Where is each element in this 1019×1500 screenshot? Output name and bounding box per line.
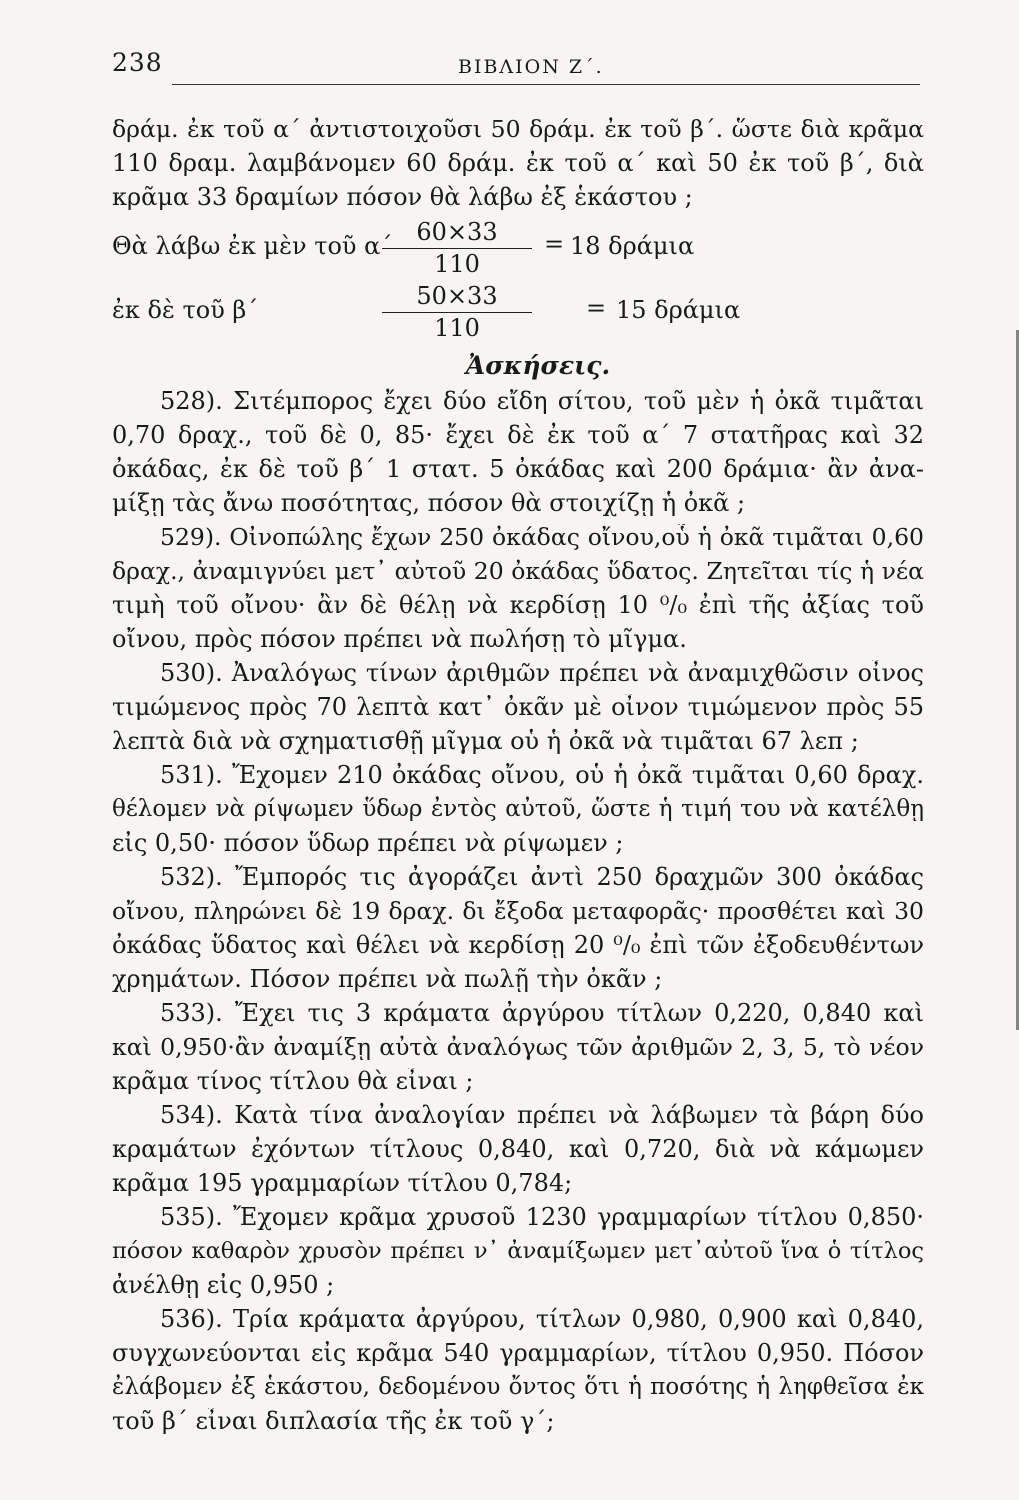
text-line: τιμὴ τοῦ οἴνου· ἂν δὲ θέλῃ νὰ κερδίσῃ 10 ⁰/₀ ἐπὶ τῆς ἀξίας τοῦ <box>112 592 924 619</box>
text-line: ἀνέλθῃ εἰς 0,950 ; <box>112 1272 335 1299</box>
text-line: 529). Οἰνοπώλης ἔχων 250 ὀκάδας οἴνου,οὗ ἡ ὀκᾶ τιμᾶται 0,60 <box>160 524 924 551</box>
exercise-529 <box>112 524 924 660</box>
text-line: δραχ., ἀναμιγνύει μετ᾽ αὐτοῦ 20 ὀκάδας ὕδατος. Ζητεῖται τίς ἡ νέα <box>112 558 924 585</box>
text-line: ὀκάδας, ἐκ δὲ τοῦ β΄ 1 στατ. 5 ὀκάδας καὶ 200 δράμια· ἂν ἀνα- <box>112 456 924 483</box>
text-line: 533). Ἔχει τις 3 κράματα ἀργύρου τίτλων 0,220, 0,840 καὶ <box>160 1000 924 1027</box>
equation-numerator: 60×33 <box>416 218 498 246</box>
text-line: συγχωνεύονται εἰς κρᾶμα 540 γραμμαρίων, τίτλου 0,950. Πόσον <box>112 1340 924 1367</box>
text-line: οἴνου, πρὸς πόσον πρέπει νὰ πωλήσῃ τὸ μῖγμα. <box>112 626 687 653</box>
exercise-532 <box>112 864 924 1000</box>
text-line: κρᾶμα 195 γραμμαρίων τίτλου 0,784; <box>112 1170 573 1197</box>
text-line: ἐλάβομεν ἐξ ἑκάστου, δεδομένου ὄντος ὅτι ἡ ποσότης ἡ ληφθεῖσα ἐκ <box>112 1374 924 1400</box>
equation-denominator: 110 <box>434 314 480 342</box>
exercise-535 <box>112 1204 924 1306</box>
text-line: κρᾶμα 33 δραμίων πόσον θὰ λάβω ἐξ ἑκάστου ; <box>112 184 693 211</box>
exercise-533 <box>112 1000 924 1102</box>
text-line: θέλομεν νὰ ρίψωμεν ὕδωρ ἐντὸς αὐτοῦ, ὥστε ἡ τιμή του νὰ κατέλθῃ <box>112 796 924 822</box>
page-body <box>112 116 924 1442</box>
exercise-528 <box>112 388 924 524</box>
text-line: ὀκάδας ὕδατος καὶ θέλει νὰ κερδίσῃ 20 ⁰/₀ ἐπὶ τῶν ἐξοδευθέντων <box>112 932 924 959</box>
equals-sign: = <box>586 294 607 322</box>
page-header <box>112 48 920 88</box>
equation-denominator: 110 <box>434 250 480 278</box>
text-line: 532). Ἔμπορός τις ἀγοράζει ἀντὶ 250 δραχμῶν 300 ὀκάδας <box>160 864 924 891</box>
intro-text <box>112 116 924 218</box>
text-line: δράμ. ἐκ τοῦ α΄ ἀντιστοιχοῦσι 50 δράμ. ἐκ τοῦ β΄. ὥστε διὰ κρᾶμα <box>112 116 924 143</box>
text-line: μίξῃ τὰς ἄνω ποσότητας, πόσον θὰ στοιχίζῃ ἡ ὀκᾶ ; <box>112 490 746 517</box>
fraction-bar <box>382 248 532 249</box>
text-line: τοῦ β΄ εἶναι διπλασία τῆς ἐκ τοῦ γ΄; <box>112 1408 555 1435</box>
exercise-531 <box>112 762 924 864</box>
equation-first <box>112 218 924 282</box>
text-line: 535). Ἔχομεν κρᾶμα χρυσοῦ 1230 γραμμαρίων τίτλου 0,850· <box>160 1204 924 1231</box>
text-line: κρᾶμα τίνος τίτλου θὰ εἶναι ; <box>112 1068 474 1095</box>
text-line: εἰς 0,50· πόσον ὕδωρ πρέπει νὰ ρίψωμεν ; <box>112 830 624 857</box>
text-line: 530). Ἀναλόγως τίνων ἀριθμῶν πρέπει νὰ ἀναμιχθῶσιν οἶνος <box>160 660 924 687</box>
text-line: οἴνου, πληρώνει δὲ 19 δραχ. δι ἔξοδα μεταφορᾶς· προσθέτει καὶ 30 <box>112 898 924 925</box>
fraction-bar <box>382 312 532 313</box>
equation-lead: ἐκ δὲ τοῦ β΄ <box>112 296 259 324</box>
exercise-536 <box>112 1306 924 1442</box>
page-number: 238 <box>112 48 163 77</box>
exercise-530 <box>112 660 924 762</box>
text-line: χρημάτων. Πόσον πρέπει νὰ πωλῇ τὴν ὀκᾶν ; <box>112 966 663 993</box>
text-line: 531). Ἔχομεν 210 ὀκάδας οἴνου, οὗ ἡ ὀκᾶ τιμᾶται 0,60 δραχ. <box>160 762 924 789</box>
equation-result: 15 δράμια <box>616 296 741 324</box>
text-line: καὶ 0,950·ἂν ἀναμίξῃ αὐτὰ ἀναλόγως τῶν ἀριθμῶν 2, 3, 5, τὸ νέον <box>112 1034 924 1061</box>
equation-numerator: 50×33 <box>416 282 498 310</box>
text-line: 110 δραμ. λαμβάνομεν 60 δράμ. ἐκ τοῦ α΄ καὶ 50 ἐκ τοῦ β΄, διὰ <box>112 150 924 177</box>
header-rule <box>172 84 920 85</box>
equals-sign: = <box>544 230 565 258</box>
exercise-534 <box>112 1102 924 1204</box>
text-line: 0,70 δραχ., τοῦ δὲ 0, 85· ἔχει δὲ ἐκ τοῦ α΄ 7 στατῆρας καὶ 32 <box>112 422 924 449</box>
running-title: ΒΙΒΛΙΟΝ Ζ΄. <box>458 56 604 78</box>
text-line: 528). Σιτέμπορος ἔχει δύο εἴδη σίτου, τοῦ μὲν ἡ ὀκᾶ τιμᾶται <box>160 388 924 415</box>
text-line: κραμάτων ἐχόντων τίτλους 0,840, καὶ 0,720, διὰ νὰ κάμωμεν <box>112 1136 924 1163</box>
equation-result: 18 δράμια <box>570 232 695 260</box>
section-heading: Ἀσκήσεις. <box>465 351 611 380</box>
text-line: 534). Κατὰ τίνα ἀναλογίαν πρέπει νὰ λάβωμεν τὰ βάρη δύο <box>160 1102 924 1129</box>
equation-lead: Θὰ λάβω ἐκ μὲν τοῦ α΄ <box>112 232 393 260</box>
text-line: λεπτὰ διὰ νὰ σχηματισθῇ μῖγμα οὗ ἡ ὀκᾶ νὰ τιμᾶται 67 λεπ ; <box>112 728 859 755</box>
text-line: τιμώμενος πρὸς 70 λεπτὰ κατ᾽ ὀκᾶν μὲ οἶνον τιμώμενον πρὸς 55 <box>112 694 924 721</box>
text-line: πόσον καθαρὸν χρυσὸν πρέπει ν᾽ ἀναμίξωμεν μετ᾽αὐτοῦ ἵνα ὁ τίτλος <box>112 1238 924 1264</box>
text-line: 536). Τρία κράματα ἀργύρου, τίτλων 0,980, 0,900 καὶ 0,840, <box>160 1306 924 1333</box>
equation-second <box>112 282 924 346</box>
